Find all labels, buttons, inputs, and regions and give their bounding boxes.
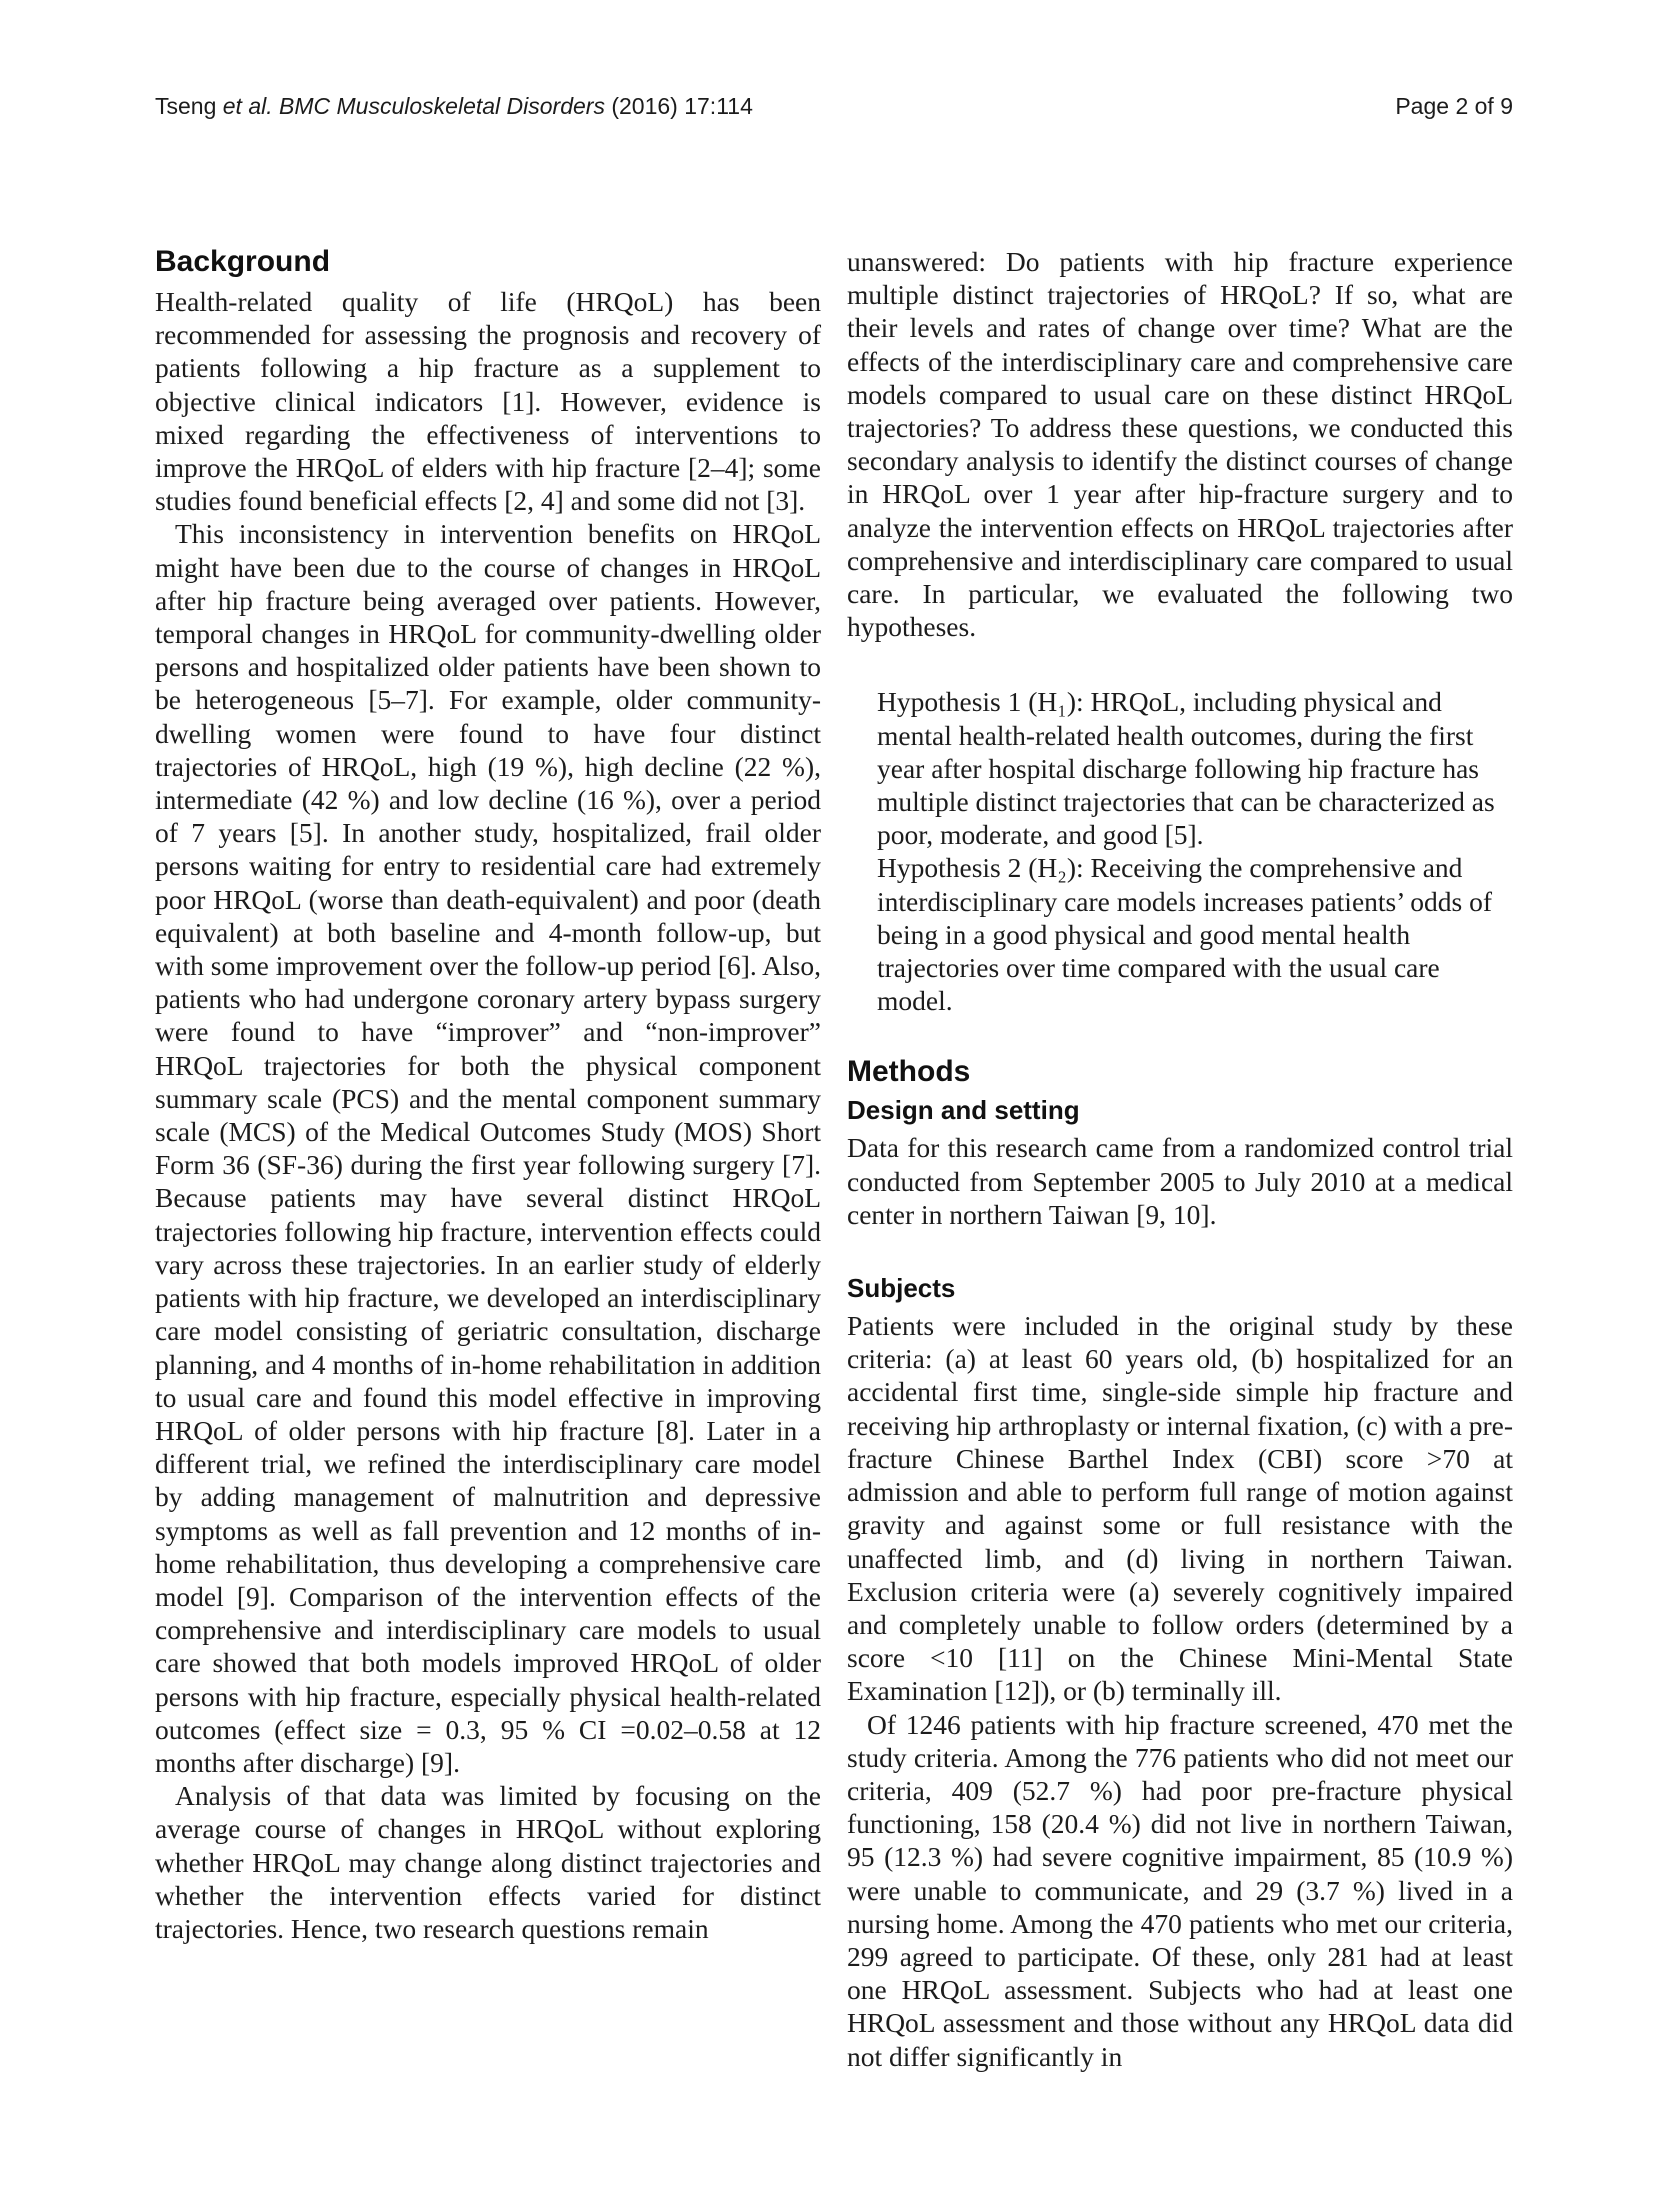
- background-paragraph-3: Analysis of that data was limited by focusing on the average course of changes in HRQoL without exploring whether HRQoL may change along distinct trajectories and whether the intervention effects varied for distinct trajectories. Hence, two research questions remain: [155, 1780, 821, 1944]
- hypotheses-block: [847, 685, 1513, 1017]
- background-paragraph-2: This inconsistency in intervention benefits on HRQoL might have been due to the course of changes in HRQoL after hip fracture being averaged over patients. However, temporal changes in HRQoL for community-dwelling older persons and hospitalized older patients have been shown to be heterogeneous [5–7]. For example, older community-dwelling women were found to have four distinct trajectories of HRQoL, high (19 %), high decline (22 %), intermediate (42 %) and low decline (16 %), over a period of 7 years [5]. In another study, hospitalized, frail older persons waiting for entry to residential care had extremely poor HRQoL (worse than death-equivalent) and poor (death equivalent) at both baseline and 4-month follow-up, but with some improvement over the follow-up period [6]. Also, patients who had undergone coronary artery bypass surgery were found to have “improver” and “non-improver” HRQoL trajectories for both the physical component summary scale (PCS) and the mental component summary scale (MCS) of the Medical Outcomes Study (MOS) Short Form 36 (SF-36) during the first year following surgery [7]. Because patients may have several distinct HRQoL trajectories following hip fracture, intervention effects could vary across these trajectories. In an earlier study of elderly patients with hip fracture, we developed an interdisciplinary care model consisting of geriatric consultation, discharge planning, and 4 months of in-home rehabilitation in addition to usual care and found this model effective in improving HRQoL of older persons with hip fracture [8]. Later in a different trial, we refined the interdisciplinary care model by adding management of malnutrition and depressive symptoms as well as fall prevention and 12 months of in-home rehabilitation, thus developing a comprehensive care model [9]. Comparison of the intervention effects of the comprehensive and interdisciplinary care models to usual care showed that both models improved HRQoL of older persons with hip fracture, especially physical health-related outcomes (effect size = 0.3, 95 % CI =0.02–0.58 at 12 months after discharge) [9].: [155, 518, 821, 1778]
- citation-issue: (2016) 17:114: [604, 93, 753, 119]
- design-setting-subheading: Design and setting: [847, 1095, 1080, 1126]
- left-column: [155, 245, 821, 2073]
- hypothesis-2: Hypothesis 2 (H₂): Receiving the comprehensive and interdisciplinary care models increases patients’ odds of being in a good physical and good mental health trajectories over time compared with the usual care model.: [877, 852, 1492, 1017]
- subjects-paragraph-2: Of 1246 patients with hip fracture screened, 470 met the study criteria. Among the 776 patients who did not meet our criteria, 409 (52.7 %) had poor pre-fracture physical functioning, 158 (20.4 %) did not live in northern Taiwan, 95 (12.3 %) had severe cognitive impairment, 85 (10.9 %) were unable to communicate, and 29 (3.7 %) lived in a nursing home. Among the 470 patients who met our criteria, 299 agreed to participate. Of these, only 281 had at least one HRQoL assessment. Subjects who had at least one HRQoL assessment and those without any HRQoL data did not differ significantly in: [847, 1708, 1513, 2072]
- right-column: [847, 245, 1513, 2073]
- subjects-subheading: Subjects: [847, 1273, 956, 1304]
- background-continuation-paragraph: unanswered: Do patients with hip fracture experience multiple distinct trajectories of HRQoL? If so, what are their levels and rates of change over time? What are the effects of the interdisciplinary care and comprehensive care models compared to usual care on these distinct HRQoL trajectories? To address these questions, we conducted this secondary analysis to identify the distinct courses of change in HRQoL over 1 year after hip-fracture surgery and to analyze the intervention effects on HRQoL trajectories after comprehensive and interdisciplinary care compared to usual care. In particular, we evaluated the following two hypotheses.: [847, 246, 1513, 643]
- two-column-body: [155, 245, 1513, 2073]
- page-header: [155, 93, 1513, 119]
- background-paragraph-1: Health-related quality of life (HRQoL) has been recommended for assessing the prognosis and recovery of patients following a hip fracture as a supplement to objective clinical indicators [1]. However, evidence is mixed regarding the effectiveness of interventions to improve the HRQoL of elders with hip fracture [2–4]; some studies found beneficial effects [2, 4] and some did not [3].: [155, 286, 821, 517]
- subjects-paragraph-1: Patients were included in the original study by these criteria: (a) at least 60 years old, (b) hospitalized for an accidental first time, single-side simple hip fracture and receiving hip arthroplasty or internal fixation, (c) with a pre-fracture Chinese Barthel Index (CBI) score >70 at admission and able to perform full range of motion against gravity and against some or full resistance with the unaffected limb, and (d) living in northern Taiwan. Exclusion criteria were (a) severely cognitively impaired and completely unable to follow orders (determined by a score <10 [11] on the Chinese Mini-Mental State Examination [12]), or (b) terminally ill.: [847, 1310, 1513, 1707]
- hypothesis-1: Hypothesis 1 (H₁): HRQoL, including physical and mental health-related health outcomes, during the first year after hospital discharge following hip fracture has multiple distinct trajectories that can be characterized as poor, moderate, and good [5].: [877, 686, 1495, 851]
- citation: [155, 93, 753, 119]
- page-number: Page 2 of 9: [1395, 93, 1513, 119]
- citation-journal: et al. BMC Musculoskeletal Disorders: [222, 93, 605, 119]
- citation-author: Tseng: [155, 93, 223, 119]
- design-setting-paragraph: Data for this research came from a randomized control trial conducted from September 2005 to July 2010 at a medical center in northern Taiwan [9, 10].: [847, 1132, 1513, 1230]
- methods-heading: Methods: [847, 1055, 971, 1089]
- background-heading: Background: [155, 245, 331, 278]
